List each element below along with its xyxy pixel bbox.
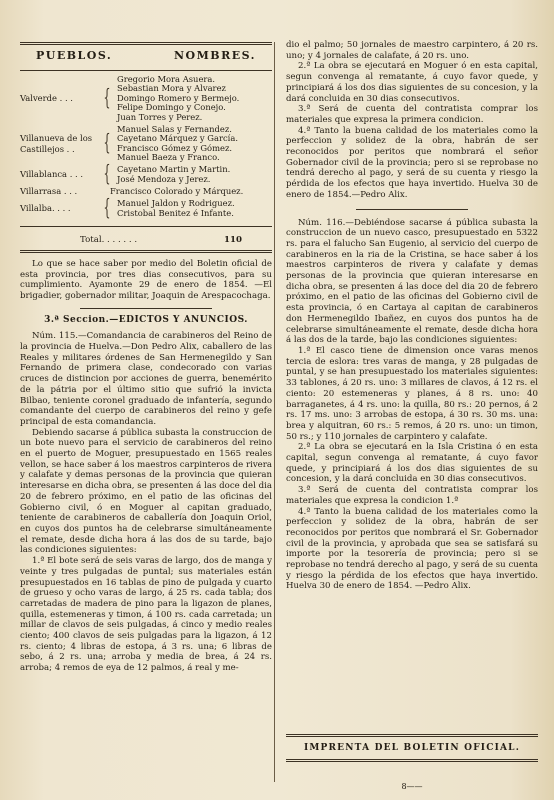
- edicto-paragraph: Núm. 115.—Comandancia de carabineros del Reino de la provincia de Huelva.—Don Pedro Alix, caballero de las Reales y militares órdenes de San Hermenegildo y San Fernando de primera clase, condecorado con varias cruces de distincion por acciones de guerra, benemérito de la pátria por el último sitio que sufrió la invicta Bilbao, teniente coronel graduado de infantería, segundo comandante del cuerpo de carabineros del reino y gefe principal de esta comandancia.: [20, 331, 272, 427]
- header-rule: [20, 70, 272, 71]
- person-name: Manuel Jaldon y Rodriguez.: [117, 197, 235, 208]
- left-column: [20, 40, 272, 674]
- pueblo-name: Villalba. . . .: [20, 203, 71, 214]
- person-name: Cayetano Márquez y García.: [117, 133, 239, 144]
- names: [110, 187, 243, 197]
- body-paragraph: 2.ª La obra se ejecutará en la Isla Cristina ó en esta capital, segun convenga al rematante, á cuyo favor quede, y principiará á los dos dias siguientes de su concesion, y la dará concluida en 30 dias consecutivos.: [286, 442, 538, 485]
- names-list: [20, 73, 272, 221]
- body-paragraph: 4.ª Tanto la buena calidad de los materiales como la perfeccion y solidez de la obra, habrán de ser reconocidos por peritos que nombrará el Sr. Gobernador civil de la provincia, y aprobada que sea se satisfará su importe por la tesorería de provincia; pero si se reprobase no tendrá derecho al pago, y será de su cuenta y riesgo la pérdida de los efectos que haya invertido. Huelva 30 de enero de 1854. —Pedro Alix.: [286, 506, 538, 592]
- body-paragraph: 3.ª Será de cuenta del contratista comprar los materiales que expresa la condicion 1.ª: [286, 485, 538, 506]
- body-paragraph: 4.ª Tanto la buena calidad de los materiales como la perfeccion y solidez de la obra, habrán de ser reconocidos por peritos que nombrará el señor Gobernador civil de la provincia; pero si se reprobase no tendrá derecho al pago, y será de su cuenta y riesgo la pérdida de los efectos que haya invertido. Huelva 30 de enero de 1854.—Pedro Alix.: [286, 125, 538, 200]
- brace-icon: {: [103, 85, 111, 111]
- pueblo-name: Villarrasa . . .: [20, 186, 78, 197]
- total-value: 110: [224, 235, 242, 246]
- imprenta-top-rule: [286, 734, 538, 737]
- person-name: Sebastian Mora y Alvarez: [117, 83, 226, 94]
- total-label: Total. . . . . . .: [80, 235, 138, 246]
- pueblo-name: Villanueva de los Castillejos . .: [20, 133, 93, 154]
- list-header: [36, 51, 256, 62]
- imprenta-title: IMPRENTA DEL BOLETIN OFICIAL.: [303, 743, 521, 753]
- body-paragraph: Núm. 116.—Debiéndose sacarse á pública subasta la construccion de un nuevo casco, presupuestado en 5322 rs. para el falucho San Eugenio, al servicio del cuerpo de carabineros en la ria de la Cristina, se hace saber á los maestros carpinteros de rivera y calafate y demas personas de la provincia que quieran interesarse en dicha obra, se presenten á las doce del dia 20 de febrero próximo, en el patio de las oficinas del Gobierno civil de esta provincia, ó en Cartaya al capitan de carabineros don Hermenegildo Ibañez, en cuyos dos puntos ha de celebrarse simultáneamente el remate, desde dicha hora á las dos de la tarde, bajo las condiciones siguientes:: [286, 217, 538, 346]
- pueblo-group: [20, 186, 272, 197]
- person-name: José Mendoza y Jerez.: [117, 173, 211, 184]
- person-name: Manuel Salas y Fernandez.: [117, 123, 232, 134]
- person-name: Manuel Baeza y Franco.: [117, 152, 220, 163]
- person-name: Gregorio Mora Asuera.: [117, 73, 216, 84]
- names: [117, 125, 238, 163]
- total-row: [80, 235, 242, 246]
- total-rule: [20, 226, 272, 227]
- header-nombres: NOMBRES.: [173, 49, 256, 62]
- brace-icon: {: [103, 161, 111, 187]
- pueblo-name: Valverde . . .: [20, 93, 73, 104]
- brace-icon: {: [103, 195, 111, 221]
- pueblo-group: [20, 161, 272, 187]
- person-name: Cayetano Martin y Martin.: [117, 164, 231, 175]
- header-pueblos: PUEBLOS.: [36, 49, 113, 62]
- person-name: Domingo Romero y Bermejo.: [117, 92, 240, 103]
- edicto-paragraph: 1.ª El bote será de seis varas de largo, dos de manga y veinte y tres pulgadas de puntal; sus materiales están presupuestados en 16 tablas de pino de pulgada y cuarto de grueso y ocho varas de largo, á 25 rs. cada tabla; dos carretadas de madera de pino para la ligazon de planes, quilla, estemeneras y timon, á 100 rs. cada carretada; un millar de clavos de seis pulgadas, á cinco y medio reales ciento; 400 clavos de seis pulgadas para la ligazon, á 12 rs. ciento; 4 libras de estopa, á 3 rs. una; 6 libras de sebo, á 2 rs. una; arroba y media de brea, á 24 rs. arroba; 4 remos de eya de 12 palmos, á real y me-: [20, 556, 272, 674]
- person-name: Cristobal Benitez é Infante.: [117, 207, 234, 218]
- pueblo-group: [20, 75, 272, 123]
- short-rule: [80, 308, 212, 309]
- edicto-paragraph: Debiendo sacarse á pública subasta la construccion de un bote nuevo para el servicio de carabineros del reino en el puerto de Moguer, presupuestado en 1565 reales vellon, se hace saber á los maestros carpinteros de rivera y calafate y demas personas de la provincia que quieran interesarse en dicha obra, se presenten á las doce del dia 20 de febrero próximo, en el patio de las oficinas del Gobierno civil, ó en Moguer al capitan graduado, teniente de carabineros de caballería don Joaquin Oriol, en cuyos dos puntos ha de celebrarse simultáneamente el remate, desde dicha hora á las dos de su tarde, bajo las condiciones siguientes:: [20, 427, 272, 556]
- brace-icon: {: [103, 130, 111, 156]
- person-name: Francisco Gómez y Gómez.: [117, 142, 233, 153]
- body-paragraph: 3.ª Será de cuenta del contratista comprar los materiales que expresa la primera condicion.: [286, 104, 538, 125]
- names: [117, 165, 230, 184]
- person-name: Francisco Colorado y Márquez.: [110, 185, 244, 196]
- person-name: Juan Torres y Perez.: [117, 112, 203, 123]
- names: [117, 199, 235, 218]
- imprenta-block: [286, 732, 538, 791]
- body-paragraph: 2.ª La obra se ejecutará en Moguer ó en esta capital, segun convenga al rematante, á cuyo favor quede, y principiará á los dos dias siguientes de su concesion, y la dará concluida en 30 dias consecutivos.: [286, 61, 538, 104]
- pueblo-name: Villablanca . . .: [20, 169, 84, 180]
- intro-paragraph: Lo que se hace saber por medio del Boletin oficial de esta provincia, por tres dias consecutivos, para su cumplimiento. Ayamonte 29 de enero de 1854. —El brigadier, gobernador militar, Joaquin de Arespacochaga.: [20, 258, 272, 301]
- column-divider: [274, 42, 275, 782]
- right-column: [286, 40, 538, 592]
- total-double-rule: [20, 250, 272, 253]
- body-paragraph: 1.ª El casco tiene de dimension once varas menos tercia de eslora: tres varas de manga, y 28 pulgadas de puntal, y se han presupuestado los materiales siguientes: 33 tablones, á 20 rs. uno: 3 millares de clavos, á 12 rs. el ciento: 20 estemeneras y planes, á 8 rs. uno: 40 barraganetes, á 4 rs. uno: la quilla, 80 rs.: 20 pernos, á 2 rs. 17 ms. uno: 3 arrobas de estopa, á 30 rs. 30 ms. una: brea y alquitran, 60 rs.: 5 remos, á 20 rs. uno: un timon, 50 rs.; y 110 jornales de carpintero y calafate.: [286, 345, 538, 442]
- section-title: 3.ª Seccion.—EDICTOS Y ANUNCIOS.: [44, 314, 248, 325]
- top-rule: [20, 42, 272, 45]
- pueblo-group: [20, 195, 272, 221]
- footer-mark: 8——: [401, 782, 423, 791]
- imprenta-bottom-rule: [286, 759, 538, 762]
- person-name: Felipe Domingo y Conejo.: [117, 102, 226, 113]
- pueblo-group: [20, 125, 272, 163]
- names: [117, 75, 239, 123]
- short-rule: [356, 209, 468, 210]
- body-paragraph: dio el palmo; 50 jornales de maestro carpintero, á 20 rs. uno; y 4 jornales de calafate, á 20 rs. uno.: [286, 40, 538, 61]
